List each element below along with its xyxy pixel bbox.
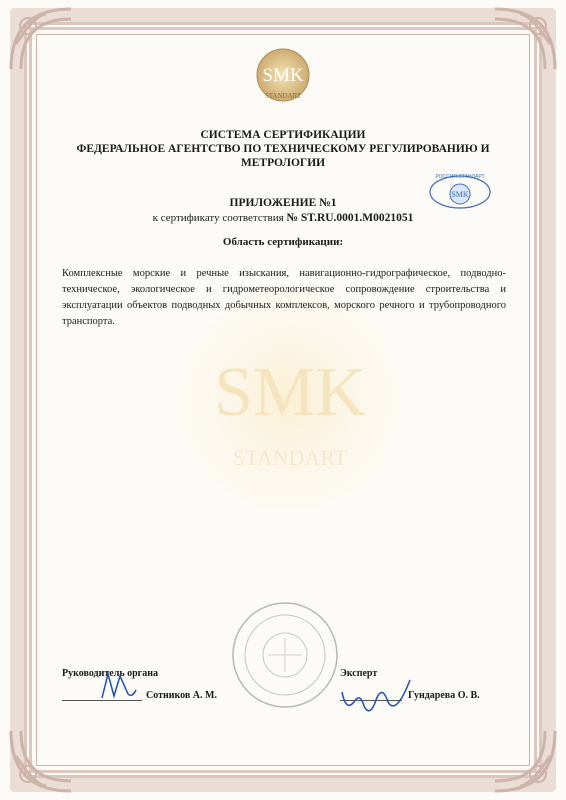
corner-ornament-icon [490, 726, 560, 796]
certificate-prefix: к сертификату соответствия [152, 212, 284, 224]
corner-ornament-icon [490, 4, 560, 74]
svg-text:STANDART: STANDART [264, 92, 302, 100]
svg-text:SMK: SMK [262, 65, 304, 86]
head-of-body-label: Руководитель органа [62, 668, 158, 679]
certificate-reference [0, 212, 566, 224]
head-of-body-name: Сотников А. М. [146, 690, 217, 701]
expert-name: Гундарева О. В. [408, 690, 480, 701]
official-stamp-icon [230, 600, 340, 710]
svg-text:SMK: SMK [451, 190, 469, 199]
header-line-1: СИСТЕМА СЕРТИФИКАЦИИ [200, 129, 366, 141]
header-line-3: МЕТРОЛОГИИ [240, 157, 326, 169]
scope-title: Область сертификации: [222, 236, 344, 248]
header-line-2: ФЕДЕРАЛЬНОЕ АГЕНТСТВО ПО ТЕХНИЧЕСКОМУ РЕГУЛИРОВАНИЮ И [76, 143, 490, 155]
corner-ornament-icon [6, 726, 76, 796]
smk-logo-icon [250, 48, 316, 106]
svg-text:SMK: SMK [214, 354, 366, 431]
svg-text:РОССИЯ СТАНДАРТ: РОССИЯ СТАНДАРТ [435, 174, 485, 180]
expert-label: Эксперт [340, 668, 378, 679]
scope-description: Комплексные морские и речные изыскания, навигационно-гидрографическое, подводно-техническое, экологическое и гидрометеорологическое сопровождение строительства и эксплуатации объектов подводных добычных комплексов, морского речного и трубопроводного транспорта. [62, 268, 506, 327]
certification-system-header [0, 128, 566, 170]
appendix-title: ПРИЛОЖЕНИЕ №1 [229, 197, 337, 209]
corner-ornament-icon [6, 4, 76, 74]
head-signature-icon [98, 668, 138, 704]
expert-signature-icon [336, 672, 416, 720]
svg-text:STANDART: STANDART [232, 445, 348, 470]
certificate-number: № ST.RU.0001.M0021051 [286, 212, 414, 224]
